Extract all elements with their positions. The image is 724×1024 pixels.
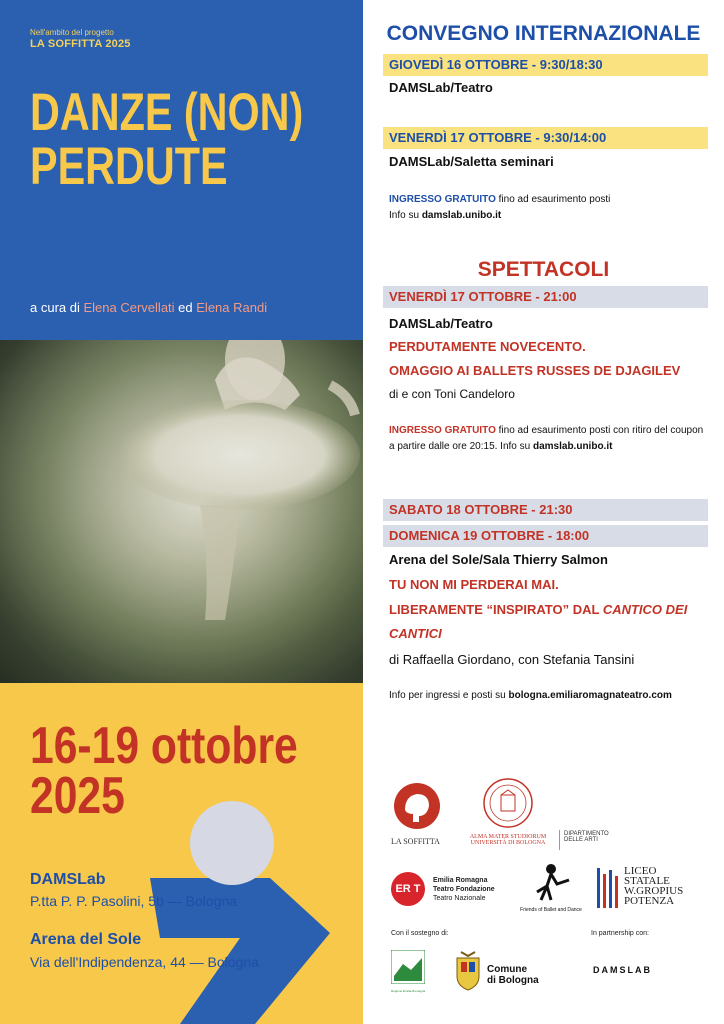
show1-place: DAMSLab/Teatro (389, 316, 493, 331)
comune-bologna-logo: Comune di Bologna (453, 950, 539, 992)
show2-title-line3: CANTICI (389, 626, 442, 641)
project-intro: Nell'ambito del progetto (30, 28, 114, 37)
poster-title: DANZE (NON) PERDUTE (30, 83, 304, 196)
logo-divider (559, 830, 560, 850)
regione-logo: Regione Emilia-Romagna (391, 950, 429, 993)
liceo-figures-icon (595, 866, 621, 910)
dancer-silhouette-icon (529, 862, 573, 902)
curators: a cura di Elena Cervellati ed Elena Randi (30, 300, 268, 315)
spettacoli-heading: SPETTACOLI (477, 258, 610, 281)
la-soffitta-logo: LA SOFFITTA (391, 782, 451, 846)
event-dates: 16-19 ottobre 2025 (30, 717, 298, 825)
project-name: LA SOFFITTA 2025 (30, 38, 131, 50)
show1-title-line1: PERDUTAMENTE NOVECENTO. (389, 339, 586, 354)
show2-place: Arena del Sole/Sala Thierry Salmon (389, 552, 608, 567)
partnership-label: In partnership con: (591, 930, 649, 937)
show1-ingresso: INGRESSO GRATUITO fino ad esaurimento posti con ritiro del coupon (389, 425, 704, 436)
info-block (0, 683, 363, 1024)
show2-title-line1: TU NON MI PERDERAI MAI. (389, 577, 559, 592)
venue-arena: Arena del Sole (30, 931, 142, 948)
dipartimento-label: DIPARTIMENTO DELLE ARTI (564, 831, 609, 843)
convegno-day1-place: DAMSLab/Teatro (389, 80, 493, 95)
dancer-image (0, 340, 363, 683)
convegno-day2-place: DAMSLab/Saletta seminari (389, 154, 554, 169)
liceo-gropius-logo: LICEO STATALE W.GROPIUS POTENZA (595, 866, 683, 910)
program-panel (363, 0, 724, 1024)
convegno-info: Info su damslab.unibo.it (389, 210, 502, 221)
convegno-day1: GIOVEDÌ 16 OTTOBRE - 9:30/18:30 (383, 54, 708, 76)
regione-emilia-romagna-icon (391, 950, 425, 984)
la-soffitta-icon (391, 782, 443, 830)
show2-date1: SABATO 18 OTTOBRE - 21:30 (383, 499, 708, 521)
show2-date2: DOMENICA 19 OTTOBRE - 18:00 (383, 525, 708, 547)
show2-info: Info per ingressi e posti su bologna.emiliaromagnateatro.com (389, 690, 672, 701)
damslab-partner-logo: DAMSLAB (593, 965, 652, 975)
show2-credit: di Raffaella Giordano, con Stefania Tansini (389, 652, 635, 667)
convegno-heading: CONVEGNO INTERNAZIONALE (386, 22, 701, 45)
show1-date: VENERDÌ 17 OTTOBRE - 21:00 (383, 286, 708, 308)
convegno-day2: VENERDÌ 17 OTTOBRE - 9:30/14:00 (383, 127, 708, 149)
venue-arena-address: Via dell'Indipendenza, 44 — Bologna (30, 954, 259, 970)
venue-damslab-address: P.tta P. P. Pasolini, 5b — Bologna (30, 893, 238, 909)
dancer-photo (0, 340, 363, 683)
convegno-ingresso: INGRESSO GRATUITO fino ad esaurimento posti (389, 194, 611, 205)
show2-title-line2: LIBERAMENTE “INSPIRATO” DAL CANTICO DEI (389, 602, 688, 617)
show1-title-line2: OMAGGIO AI BALLETS RUSSES DE DJAGILEV (389, 363, 681, 378)
venue-damslab: DAMSLab (30, 871, 106, 888)
show1-info: a partire dalle ore 20:15. Info su damslab.unibo.it (389, 441, 613, 452)
friends-of-ballet-logo: Friends of Ballet and Dance (511, 862, 591, 913)
ert-logo-icon: ER T (391, 872, 425, 906)
show1-credit: di e con Toni Candeloro (389, 387, 515, 401)
ert-label: Emilia Romagna Teatro Fondazione Teatro Nazionale (433, 877, 495, 902)
unibo-logo: ALMA MATER STUDIORUM UNIVERSITÀ DI BOLOGNA (463, 777, 553, 846)
header-block (0, 0, 363, 340)
bologna-crest-icon (453, 950, 483, 992)
unibo-seal-icon (482, 777, 534, 829)
support-label: Con il sostegno di: (391, 930, 449, 937)
